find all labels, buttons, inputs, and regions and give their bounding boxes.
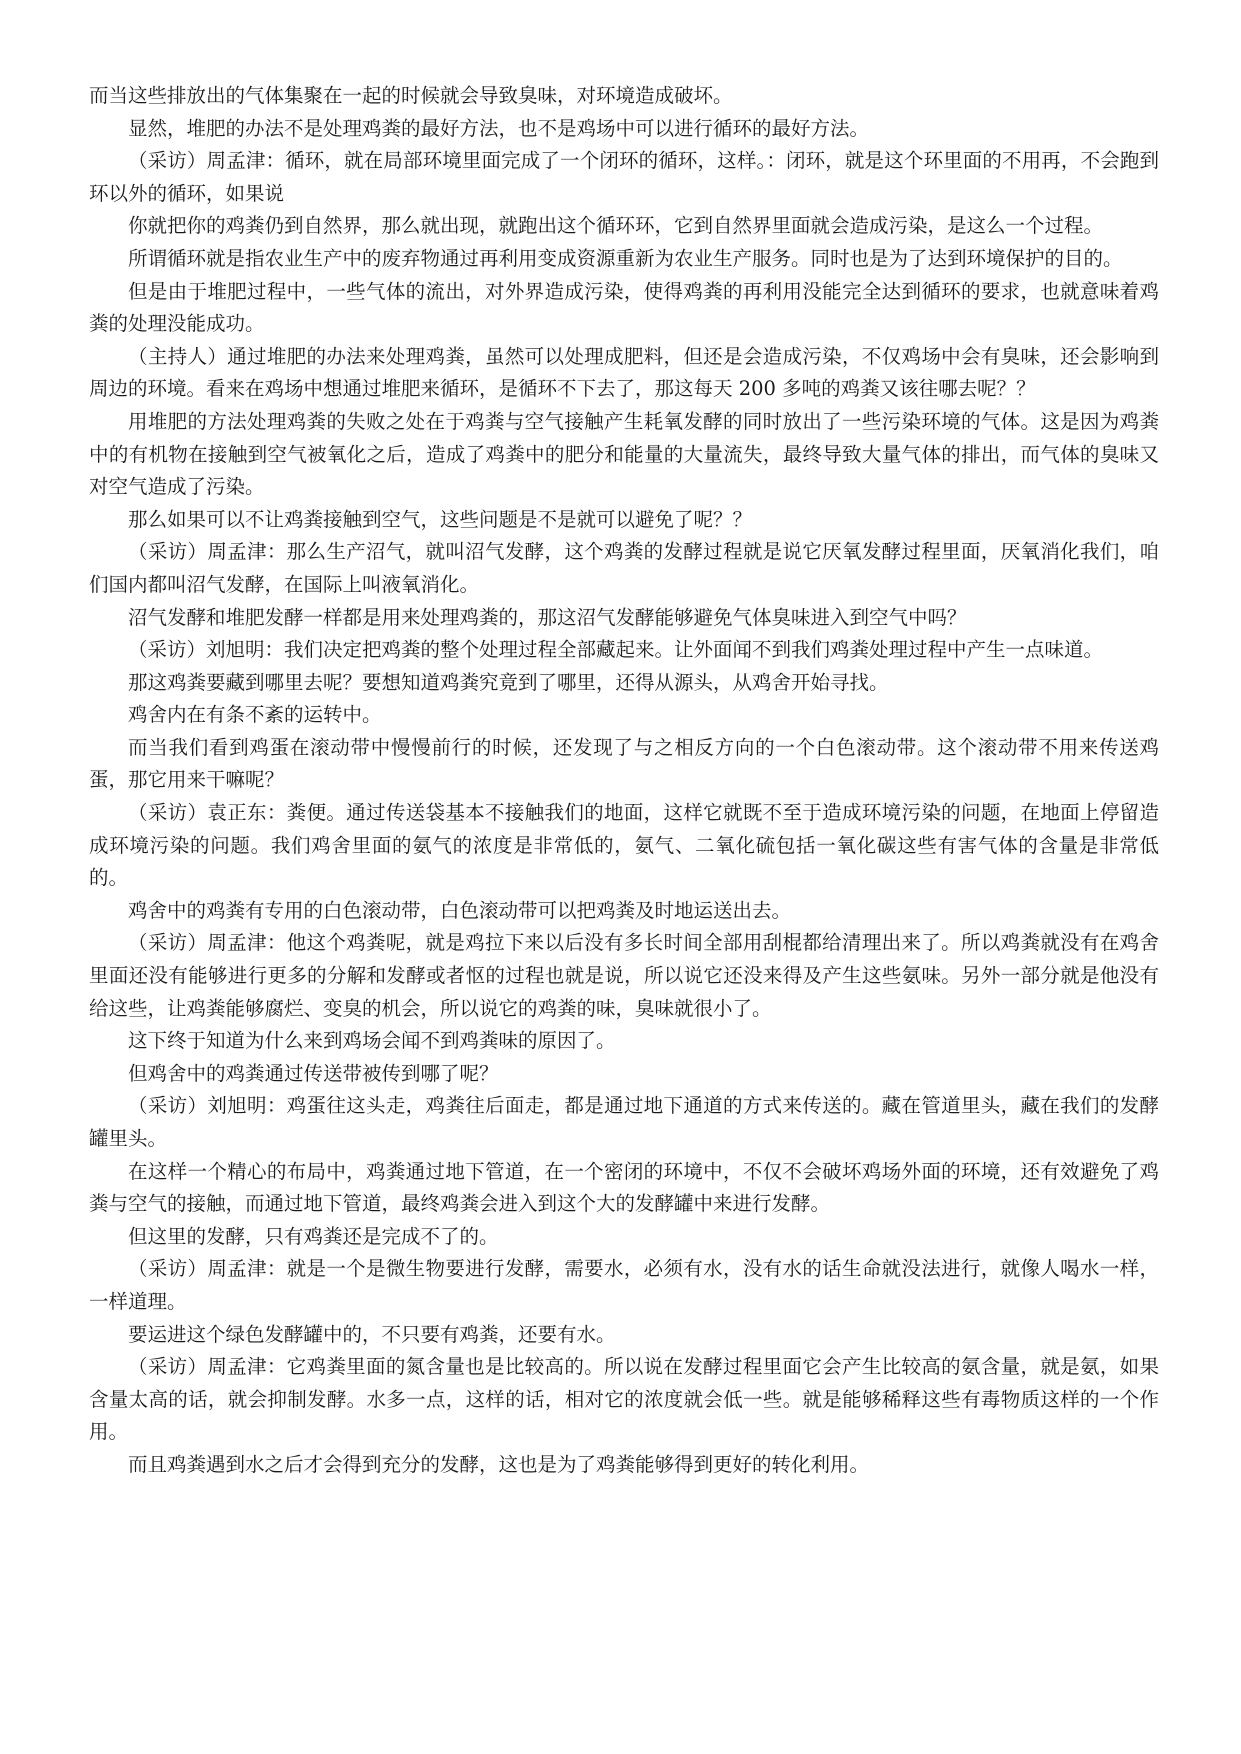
paragraph: 而当我们看到鸡蛋在滚动带中慢慢前行的时候，还发现了与之相反方向的一个白色滚动带。这个滚动带不用来传送鸡蛋，那它用来干嘛呢？ xyxy=(89,735,1159,792)
paragraph: 沼气发酵和堆肥发酵一样都是用来处理鸡粪的，那这沼气发酵能够避免气体臭味进入到空气中吗？ xyxy=(128,605,967,629)
paragraph: （采访）袁正东：粪便。通过传送袋基本不接触我们的地面，这样它就既不至于造成环境污染的问题，在地面上停留造成环境污染的问题。我们鸡舍里面的氨气的浓度是非常低的，氨气、二氧化硫包括一氧化碳这些有害气体的含量是非常低的。 xyxy=(89,801,1159,890)
paragraph: （采访）周孟津：那么生产沼气，就叫沼气发酵，这个鸡粪的发酵过程就是说它厌氧发酵过程里面，厌氧消化我们，咱们国内都叫沼气发酵，在国际上叫液氧消化。 xyxy=(89,540,1159,596)
paragraph: （主持人）通过堆肥的办法来处理鸡粪，虽然可以处理成肥料，但还是会造成污染，不仅鸡场中会有臭味，还会影响到周边的环境。看来在鸡场中想通过堆肥来循环，是循环不下去了，那这每天 200 多吨的鸡粪又该往哪去呢？？ xyxy=(89,344,1159,401)
paragraph: （采访）周孟津：它鸡粪里面的氮含量也是比较高的。所以说在发酵过程里面它会产生比较高的氨含量，就是氨，如果含量太高的话，就会抑制发酵。水多一点，这样的话，相对它的浓度就会低一些。就是能够稀释这些有毒物质这样的一个作用。 xyxy=(89,1355,1159,1444)
paragraph: 用堆肥的方法处理鸡粪的失败之处在于鸡粪与空气接触产生耗氧发酵的同时放出了一些污染环境的气体。这是因为鸡粪中的有机物在接触到空气被氧化之后，造成了鸡粪中的肥分和能量的大量流失，最终导致大量气体的排出，而气体的臭味又对空气造成了污染。 xyxy=(89,409,1159,499)
paragraph: 但鸡舍中的鸡粪通过传送带被传到哪了呢？ xyxy=(128,1061,499,1085)
paragraph: 那这鸡粪要藏到哪里去呢？要想知道鸡粪究竟到了哪里，还得从源头，从鸡舍开始寻找。 xyxy=(128,670,889,694)
paragraph: （采访）刘旭明：我们决定把鸡粪的整个处理过程全部藏起来。让外面闻不到我们鸡粪处理过程中产生一点味道。 xyxy=(128,638,1104,662)
paragraph: （采访）周孟津：他这个鸡粪呢，就是鸡拉下来以后没有多长时间全部用刮棍都给清理出来了。所以鸡粪就没有在鸡舍里面还没有能够进行更多的分解和发酵或者怄的过程也就是说，所以说它还没来得及产生这些氨味。另外一部分就是他没有给这些，让鸡粪能够腐烂、变臭的机会，所以说它的鸡粪的味，臭味就很小了。 xyxy=(89,931,1159,1020)
paragraph: 你就把你的鸡粪仍到自然界，那么就出现，就跑出这个循环环，它到自然界里面就会造成污染，是这么一个过程。 xyxy=(128,214,1104,238)
paragraph: 但这里的发酵，只有鸡粪还是完成不了的。 xyxy=(128,1224,499,1248)
document-page xyxy=(89,80,1159,1482)
paragraph: （采访）周孟津：就是一个是微生物要进行发酵，需要水，必须有水，没有水的话生命就没法进行，就像人喝水一样，一样道理。 xyxy=(89,1257,1159,1313)
paragraph: 显然，堆肥的办法不是处理鸡粪的最好方法，也不是鸡场中可以进行循环的最好方法。 xyxy=(128,116,870,140)
paragraph: 要运进这个绿色发酵罐中的，不只要有鸡粪，还要有水。 xyxy=(128,1322,616,1346)
paragraph: 这下终于知道为什么来到鸡场会闻不到鸡粪味的原因了。 xyxy=(128,1029,616,1053)
paragraph: 鸡舍内在有条不紊的运转中。 xyxy=(128,703,382,727)
paragraph: 鸡舍中的鸡粪有专用的白色滚动带，白色滚动带可以把鸡粪及时地运送出去。 xyxy=(128,898,792,922)
paragraph: （采访）刘旭明：鸡蛋往这头走，鸡粪往后面走，都是通过地下通道的方式来传送的。藏在管道里头，藏在我们的发酵罐里头。 xyxy=(89,1094,1159,1150)
paragraph: 在这样一个精心的布局中，鸡粪通过地下管道，在一个密闭的环境中，不仅不会破坏鸡场外面的环境，还有效避免了鸡粪与空气的接触，而通过地下管道，最终鸡粪会进入到这个大的发酵罐中来进行发酵。 xyxy=(89,1159,1159,1216)
paragraph: 而且鸡粪遇到水之后才会得到充分的发酵，这也是为了鸡粪能够得到更好的转化利用。 xyxy=(128,1452,870,1476)
paragraph: 那么如果可以不让鸡粪接触到空气，这些问题是不是就可以避免了呢？？ xyxy=(128,507,753,531)
paragraph: 但是由于堆肥过程中，一些气体的流出，对外界造成污染，使得鸡粪的再利用没能完全达到循环的要求，也就意味着鸡粪的处理没能成功。 xyxy=(89,279,1159,336)
paragraph: 所谓循环就是指农业生产中的废弃物通过再利用变成资源重新为农业生产服务。同时也是为了达到环境保护的目的。 xyxy=(128,246,1123,270)
paragraph: 而当这些排放出的气体集聚在一起的时候就会导致臭味，对环境造成破坏。 xyxy=(89,84,733,107)
paragraph: （采访）周孟津：循环，就在局部环境里面完成了一个闭环的循环，这样。：闭环，就是这个环里面的不用再，不会跑到环以外的循环，如果说 xyxy=(89,149,1159,205)
